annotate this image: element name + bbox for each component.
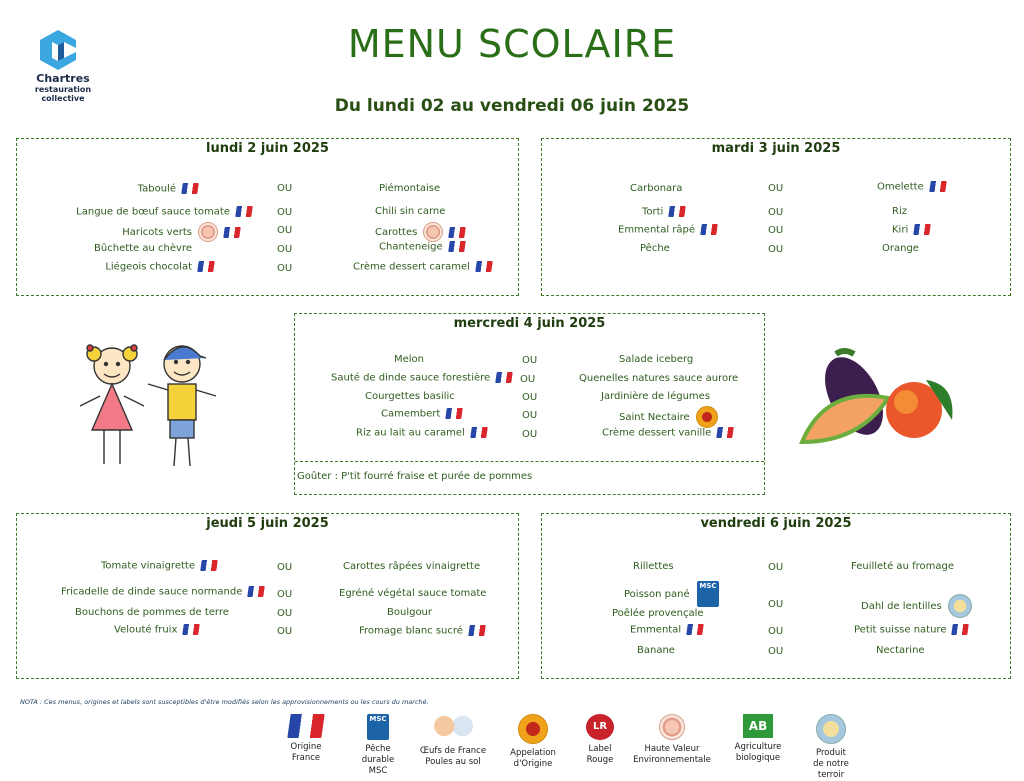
day-title: mercredi 4 juin 2025 xyxy=(453,316,606,331)
ab-icon: AB xyxy=(743,714,773,738)
nota-text: NOTA : Ces menus, origines et labels sont susceptibles d'être modifiés selon les approvisionnements ou les cours du marché. xyxy=(20,698,429,706)
menu-item: Saint Nectaire xyxy=(619,406,718,428)
france-flag-icon xyxy=(287,714,324,738)
fruits-illustration xyxy=(796,346,964,464)
hve-icon xyxy=(423,222,443,242)
hve-icon xyxy=(198,222,218,242)
or-label: OU xyxy=(522,355,538,366)
menu-item: Velouté fruix xyxy=(114,624,199,636)
menu-item: Liégeois chocolat xyxy=(105,261,214,273)
page-subtitle: Du lundi 02 au vendredi 06 juin 2025 xyxy=(334,96,690,116)
france-flag-icon xyxy=(470,427,488,438)
or-label: OU xyxy=(768,599,784,610)
menu-item: Kiri xyxy=(892,224,930,236)
or-label: OU xyxy=(277,589,293,600)
menu-item: Taboulé xyxy=(138,183,198,195)
france-flag-icon xyxy=(446,408,464,419)
menu-item: Quenelles natures sauce aurore xyxy=(579,373,739,384)
france-flag-icon xyxy=(700,224,718,235)
menu-item: Carbonara xyxy=(630,183,683,194)
logo-line3: collective xyxy=(41,94,85,103)
menu-item: Petit suisse nature xyxy=(854,624,968,636)
menu-item: Jardinière de légumes xyxy=(601,391,711,402)
or-label: OU xyxy=(277,207,293,218)
france-flag-icon xyxy=(913,224,931,235)
menu-item: Bouchons de pommes de terre xyxy=(75,607,229,618)
legend-oeufs-france: Œufs de France Poules au sol xyxy=(418,714,488,768)
or-label: OU xyxy=(768,207,784,218)
france-flag-icon xyxy=(183,624,201,635)
label-rouge-icon: LR xyxy=(586,714,614,740)
or-label: OU xyxy=(277,183,293,194)
menu-item: Sauté de dinde sauce forestière xyxy=(331,372,512,384)
day-title: vendredi 6 juin 2025 xyxy=(700,516,852,531)
day-box-lundi xyxy=(16,138,519,296)
menu-item: Piémontaise xyxy=(379,183,441,194)
menu-item: Poêlée provençale xyxy=(612,608,704,619)
day-box-vendredi xyxy=(541,513,1011,679)
menu-item: Melon xyxy=(394,354,425,365)
menu-item: Feuilleté au fromage xyxy=(851,561,954,572)
france-flag-icon xyxy=(449,227,467,238)
divider xyxy=(295,461,764,462)
aop-icon xyxy=(518,714,548,744)
menu-item: Carottes xyxy=(375,222,465,242)
legend-origine-france: Origine France xyxy=(276,714,336,764)
menu-item: Haricots verts xyxy=(122,222,240,242)
france-flag-icon xyxy=(716,427,734,438)
logo-line2: restauration xyxy=(34,85,92,94)
menu-item: Crème dessert vanille xyxy=(602,427,733,439)
or-label: OU xyxy=(277,225,293,236)
menu-item: Chanteneige xyxy=(379,241,465,253)
or-label: OU xyxy=(277,244,293,255)
france-flag-icon xyxy=(468,625,486,636)
menu-item: Banane xyxy=(637,645,675,656)
kids-illustration xyxy=(72,336,222,472)
menu-item: Langue de bœuf sauce tomate xyxy=(76,206,252,218)
msc-icon: MSC xyxy=(697,581,719,607)
terroir-icon xyxy=(816,714,846,744)
menu-item: Crème dessert caramel xyxy=(353,261,492,273)
or-label: OU xyxy=(768,244,784,255)
aop-icon xyxy=(696,406,718,428)
france-flag-icon xyxy=(929,181,947,192)
gouter-text: Goûter : P'tit fourré fraise et purée de pommes xyxy=(297,471,533,482)
menu-item: Bûchette au chèvre xyxy=(94,243,192,254)
menu-item: Torti xyxy=(642,206,685,218)
menu-item: Camembert xyxy=(381,408,462,420)
or-label: OU xyxy=(768,626,784,637)
day-box-mercredi xyxy=(294,313,765,495)
msc-icon: MSC xyxy=(367,714,389,740)
menu-item: Fromage blanc sucré xyxy=(359,625,485,637)
menu-item: Emmental râpé xyxy=(618,224,717,236)
france-flag-icon xyxy=(200,560,218,571)
or-label: OU xyxy=(768,225,784,236)
or-label: OU xyxy=(522,429,538,440)
menu-item: Chili sin carne xyxy=(375,206,446,217)
terroir-icon xyxy=(948,594,972,618)
or-label: OU xyxy=(277,626,293,637)
or-label: OU xyxy=(520,374,536,385)
page-title: MENU SCOLAIRE xyxy=(347,22,677,66)
menu-item: Carottes râpées vinaigrette xyxy=(343,561,481,572)
menu-item: Nectarine xyxy=(876,645,925,656)
france-flag-icon xyxy=(495,372,513,383)
france-flag-icon xyxy=(448,241,466,252)
legend-terroir: Produit de notre terroir xyxy=(800,714,862,781)
menu-item: Pêche xyxy=(640,243,670,254)
day-title: mardi 3 juin 2025 xyxy=(711,141,841,156)
or-label: OU xyxy=(277,263,293,274)
or-label: OU xyxy=(768,562,784,573)
menu-item: Salade iceberg xyxy=(619,354,694,365)
day-box-mardi xyxy=(541,138,1011,296)
or-label: OU xyxy=(277,608,293,619)
menu-item: Riz au lait au caramel xyxy=(356,427,487,439)
france-flag-icon xyxy=(952,624,970,635)
hve-icon xyxy=(659,714,685,740)
menu-item: Egréné végétal sauce tomate xyxy=(339,588,487,599)
menu-item: Courgettes basilic xyxy=(365,391,455,402)
france-flag-icon xyxy=(197,261,215,272)
or-label: OU xyxy=(768,646,784,657)
france-flag-icon xyxy=(248,586,266,597)
menu-item: Dahl de lentilles xyxy=(861,594,972,618)
day-title: jeudi 5 juin 2025 xyxy=(206,516,329,531)
menu-item: Poisson pané xyxy=(624,589,690,600)
day-box-jeudi xyxy=(16,513,519,679)
menu-item: Boulgour xyxy=(387,607,433,618)
france-flag-icon xyxy=(669,206,687,217)
france-flag-icon xyxy=(181,183,199,194)
france-flag-icon xyxy=(475,261,493,272)
or-label: OU xyxy=(522,410,538,421)
menu-item: Rillettes xyxy=(633,561,674,572)
eggs-icon xyxy=(431,714,475,738)
legend-appellation-origine: Appelation d'Origine xyxy=(506,714,560,770)
or-label: OU xyxy=(768,183,784,194)
legend-label-rouge: LR Label Rouge xyxy=(576,714,624,766)
menu-item: Fricadelle de dinde sauce normande xyxy=(61,586,264,598)
legend-peche-durable: MSC Pêche durable MSC xyxy=(361,715,395,776)
or-label: OU xyxy=(277,562,293,573)
france-flag-icon xyxy=(235,206,253,217)
or-label: OU xyxy=(522,392,538,403)
logo-name: Chartres xyxy=(36,72,90,85)
legend-agriculture-bio: AB Agriculture biologique xyxy=(728,714,788,764)
legend-hve: Haute Valeur Environnementale xyxy=(632,714,712,766)
menu-item: Orange xyxy=(882,243,919,254)
france-flag-icon xyxy=(686,624,704,635)
menu-item: Riz xyxy=(892,206,907,217)
menu-item: Emmental xyxy=(630,624,703,636)
menu-item: Tomate vinaigrette xyxy=(101,560,217,572)
day-title: lundi 2 juin 2025 xyxy=(206,141,329,156)
france-flag-icon xyxy=(223,227,241,238)
menu-item: Omelette xyxy=(877,181,946,193)
